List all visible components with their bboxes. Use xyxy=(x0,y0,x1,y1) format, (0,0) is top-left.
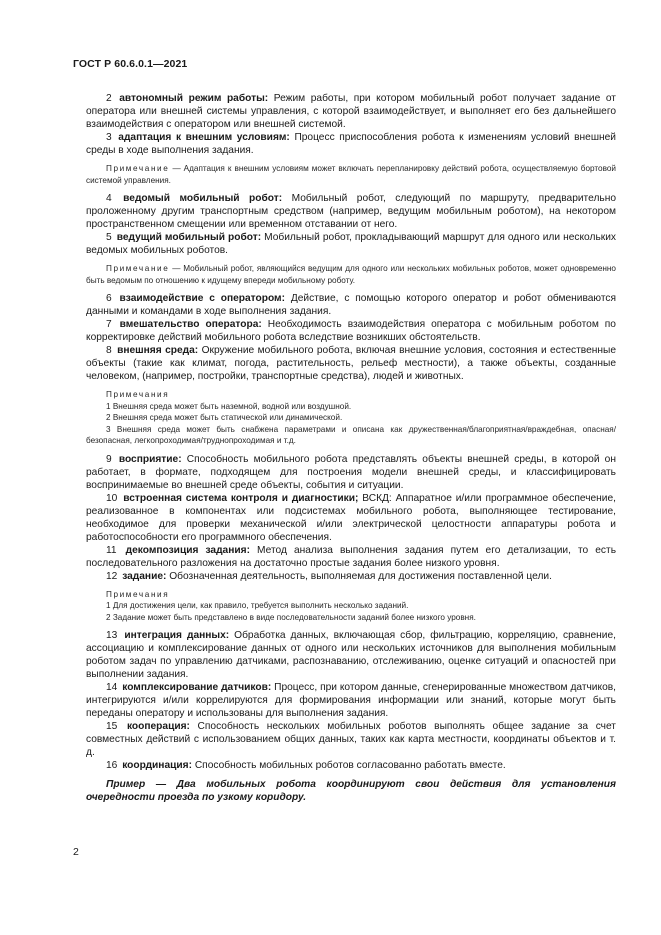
note xyxy=(86,163,616,186)
term-entry xyxy=(86,344,616,383)
note-label: Примечание xyxy=(106,264,170,273)
term-definition: Метод анализа выполнения задания путем его детализации, то есть последовательного разложения на достаточно простые задания более низкого уровня. xyxy=(86,544,617,569)
term-name: вмешательство оператора: xyxy=(119,319,262,330)
term-number: 15 xyxy=(106,721,118,732)
document-header: ГОСТ Р 60.6.0.1—2021 xyxy=(73,58,188,70)
term-number: 2 xyxy=(106,93,112,104)
term-number: 12 xyxy=(106,570,118,582)
term-name: декомпозиция задания: xyxy=(125,544,250,556)
term-entry xyxy=(86,629,616,681)
term-entry xyxy=(86,720,616,759)
term-number: 4 xyxy=(106,193,112,204)
term-entry xyxy=(86,759,616,772)
notes-block xyxy=(86,389,616,447)
term-name: комплексирование датчиков: xyxy=(122,682,272,693)
term-number: 8 xyxy=(106,345,112,356)
term-definition: Способность нескольких мобильных роботов выполнять общее задание за счет совместных действий с использованием общих данных, таких как карта местности, координаты объектов и т. д. xyxy=(86,721,616,758)
term-entry xyxy=(86,192,616,231)
notes-block xyxy=(86,589,616,624)
term-entry xyxy=(86,318,616,344)
term-definition: Обозначенная деятельность, выполняемая для достижения поставленной цели. xyxy=(169,570,552,582)
term-name: ведущий мобильный робот: xyxy=(116,232,262,243)
note-item: 1 Для достижения цели, как правило, требуется выполнить несколько заданий. xyxy=(106,601,409,610)
term-name: интеграция данных: xyxy=(124,630,230,641)
notes-heading: Примечания xyxy=(106,589,170,599)
term-definition: Мобильный робот, прокладывающий маршрут для одного или нескольких ведомых мобильных роботов. xyxy=(86,232,616,256)
term-definition: Способность мобильных роботов согласованно работать вместе. xyxy=(194,760,506,771)
note xyxy=(86,263,616,286)
term-name: ведомый мобильный робот: xyxy=(123,193,283,204)
term-entry xyxy=(86,131,616,157)
term-name: внешняя среда: xyxy=(117,345,199,356)
term-name: восприятие: xyxy=(118,453,182,465)
term-number: 13 xyxy=(106,630,118,641)
term-name: автономный режим работы: xyxy=(119,93,269,104)
term-number: 14 xyxy=(106,682,118,693)
note-item: 3 Внешняя среда может быть снабжена параметрами и описана как дружественная/благоприятная/враждебная, опасная/безопасная, легкопроходимая/труднопроходимая и т.д. xyxy=(86,424,616,445)
term-number: 5 xyxy=(106,232,112,243)
note-item: 2 Внешняя среда может быть статической или динамической. xyxy=(106,413,343,422)
note-item: 2 Задание может быть представлено в виде последовательности заданий более низкого уровня. xyxy=(106,612,476,622)
term-definition: Действие, с помощью которого оператор и робот обмениваются данными и командами в ходе выполнения задания. xyxy=(86,293,616,317)
note-item: 1 Внешняя среда может быть наземной, водной или воздушной. xyxy=(106,401,352,411)
term-definition: Процесс, при котором данные, сгенерированные множеством датчиков, интегрируются и/или коррелируются для формирования информации или знаний, которые могут быть переданы оператору и использованы для выполнения задания. xyxy=(86,682,616,719)
note-label: Примечание xyxy=(106,164,170,173)
term-entry xyxy=(86,453,616,492)
term-name: встроенная система контроля и диагностики; xyxy=(123,492,359,504)
term-definition: Режим работы, при котором мобильный робот получает задание от оператора или внешней системы управления, с которой взаимодействует, и выполняет его без дальнейшего взаимодействия с оператором или внешней системой. xyxy=(86,93,616,130)
term-name: кооперация: xyxy=(126,721,190,732)
term-name: адаптация к внешним условиям: xyxy=(118,132,290,143)
term-entry xyxy=(86,92,616,131)
term-entry xyxy=(86,544,616,570)
term-entry xyxy=(86,292,616,318)
note-text: — Адаптация к внешним условиям может включать перепланировку действий робота, осуществляемую бортовой системой управления. xyxy=(86,164,616,185)
term-number: 9 xyxy=(106,453,112,465)
document-body xyxy=(86,92,616,804)
term-number: 10 xyxy=(106,492,118,504)
term-entry xyxy=(86,492,616,544)
term-name: взаимодействие с оператором: xyxy=(119,293,285,304)
term-entry xyxy=(86,231,616,257)
term-name: координация: xyxy=(122,760,192,771)
term-number: 11 xyxy=(106,544,117,556)
page-number: 2 xyxy=(73,846,79,858)
term-number: 16 xyxy=(106,760,118,771)
term-definition: Мобильный робот, следующий по маршруту, предварительно проложенному другим транспортным средством (например, ведущим мобильным роботом), на некотором пространственном смещении или временном отставании от него. xyxy=(86,193,616,230)
term-definition: ВСКД: Аппаратное и/или программное обеспечение, реализованное в компонентах или подсистемах мобильного робота, выполняющее тестирование, необходимое для проверки механической и/или электрической целостности аппаратуры робота и работоспособности его программного обеспечения. xyxy=(86,492,616,543)
term-entry xyxy=(86,681,616,720)
term-number: 6 xyxy=(106,293,112,304)
term-definition: Процесс приспособления робота к изменениям условий внешней среды в ходе выполнения задания. xyxy=(86,132,616,156)
term-definition: Необходимость взаимодействия оператора с мобильным роботом по корректировке действий мобильного робота вследствие возникших обстоятельств. xyxy=(86,319,616,343)
example-text: Пример — Два мобильных робота координируют свои действия для установления очередности проезда по узкому коридору. xyxy=(86,779,616,803)
notes-heading: Примечания xyxy=(106,390,170,399)
term-number: 3 xyxy=(106,132,112,143)
term-definition: Обработка данных, включающая сбор, фильтрацию, корреляцию, сравнение, ассоциацию и комплексирование данных от одного или нескольких источников для выполнения мобильным роботом задач по управлению датчиками, распознаванию, отслеживанию, оценке ситуаций и опасностей при выполнении задания. xyxy=(86,630,616,680)
term-number: 7 xyxy=(106,319,112,330)
term-definition: Способность мобильного робота представлять объекты внешней среды, в которой он работает, в формате, подходящем для построения модели внешней среды, и классифицировать воспринимаемые во внешней среде объекты, события и ситуации. xyxy=(86,453,616,491)
term-entry xyxy=(86,570,616,583)
term-name: задание: xyxy=(122,570,167,582)
note-text: — Мобильный робот, являющийся ведущим для одного или нескольких мобильных роботов, может одновременно быть ведомым по отношению к идущему впереди мобильному роботу. xyxy=(86,264,616,285)
term-definition: Окружение мобильного робота, включая внешние условия, состояния и естественные объекты (такие как климат, погода, растительность, рельеф местности), а также объекты, созданные человеком, (например, постройки, транспортные средства), людей и животных. xyxy=(86,345,616,382)
